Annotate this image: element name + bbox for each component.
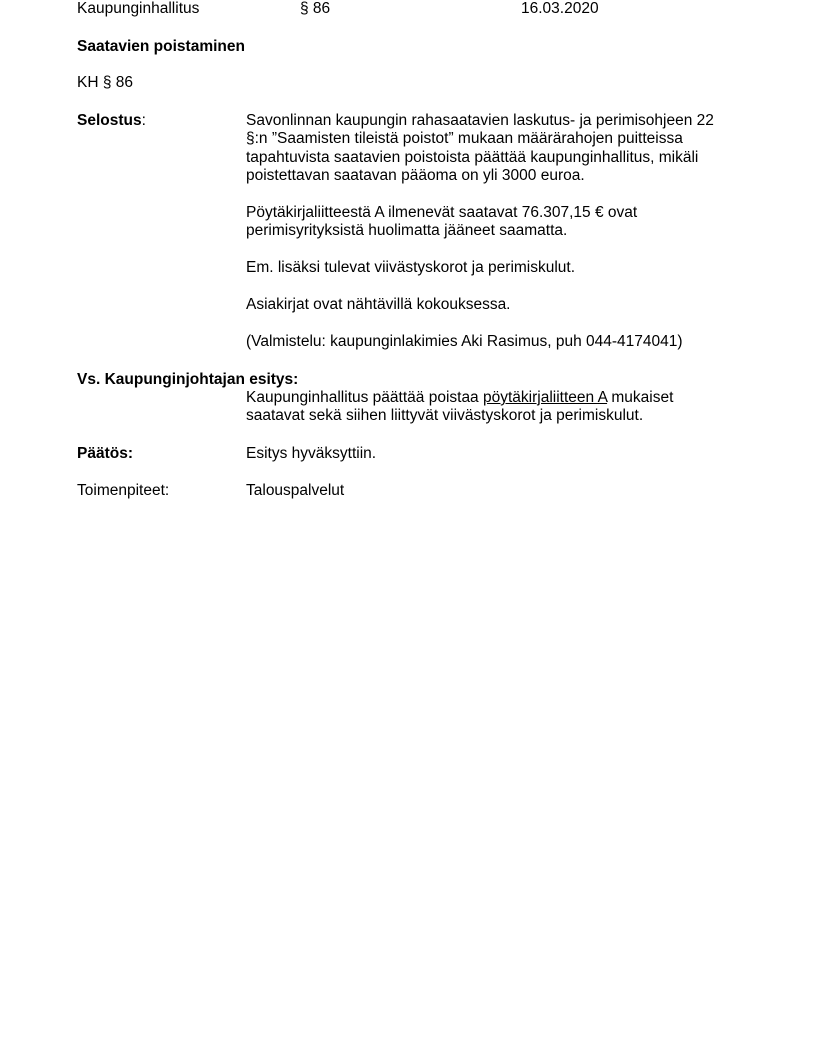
proposal-label: Vs. Kaupunginjohtajan esitys: — [77, 371, 299, 388]
text-line: Em. lisäksi tulevat viivästyskorot ja perimiskulut. — [246, 259, 576, 276]
header-date: 16.03.2020 — [521, 0, 599, 17]
text-line: Asiakirjat ovat nähtävillä kokouksessa. — [246, 296, 511, 313]
proposal-text — [246, 389, 746, 426]
proposal-text-end: mukaiset — [607, 389, 674, 406]
text-line: (Valmistelu: kaupunginlakimies Aki Rasimus, puh 044-4174041) — [246, 333, 683, 350]
proposal-line-2: saatavat sekä siihen liittyvät viivästyskorot ja perimiskulut. — [246, 407, 644, 425]
proposal-line-1 — [246, 389, 746, 407]
actions-text: Talouspalvelut — [246, 482, 345, 499]
header-section: § 86 — [300, 0, 331, 17]
text-line: perimisyrityksistä huolimatta jääneet saamatta. — [246, 222, 568, 240]
text-line: poistettavan saatavan pääoma on yli 3000 euroa. — [246, 166, 585, 184]
text-line: Savonlinnan kaupungin rahasaatavien laskutus- ja perimisohjeen 22 — [246, 112, 714, 129]
attachment-link[interactable]: pöytäkirjaliitteen A — [483, 389, 608, 406]
selostus-paragraph-2 — [246, 204, 746, 241]
selostus-paragraph-4 — [246, 296, 746, 314]
selostus-paragraph-1 — [246, 112, 746, 185]
text-line: tapahtuvista saatavien poistoista päättää kaupunginhallitus, mikäli — [246, 148, 699, 166]
selostus-paragraph-5 — [246, 333, 746, 351]
text-line: Pöytäkirjaliitteestä A ilmenevät saatavat 76.307,15 € ovat — [246, 204, 638, 221]
selostus-label-colon: : — [141, 112, 146, 129]
proposal-text-start: Kaupunginhallitus päättää poistaa — [246, 389, 483, 406]
decision-text: Esitys hyväksyttiin. — [246, 445, 377, 462]
document-title: Saatavien poistaminen — [77, 38, 245, 55]
header-organ: Kaupunginhallitus — [77, 0, 200, 17]
selostus-label — [77, 112, 146, 130]
actions-label: Toimenpiteet: — [77, 482, 170, 499]
selostus-paragraph-3 — [246, 259, 746, 277]
text-line: §:n ”Saamisten tileistä poistot” mukaan määrärahojen puitteissa — [246, 130, 683, 148]
selostus-label-text: Selostus — [77, 112, 142, 129]
reference-number: KH § 86 — [77, 74, 134, 91]
decision-label: Päätös: — [77, 445, 133, 462]
